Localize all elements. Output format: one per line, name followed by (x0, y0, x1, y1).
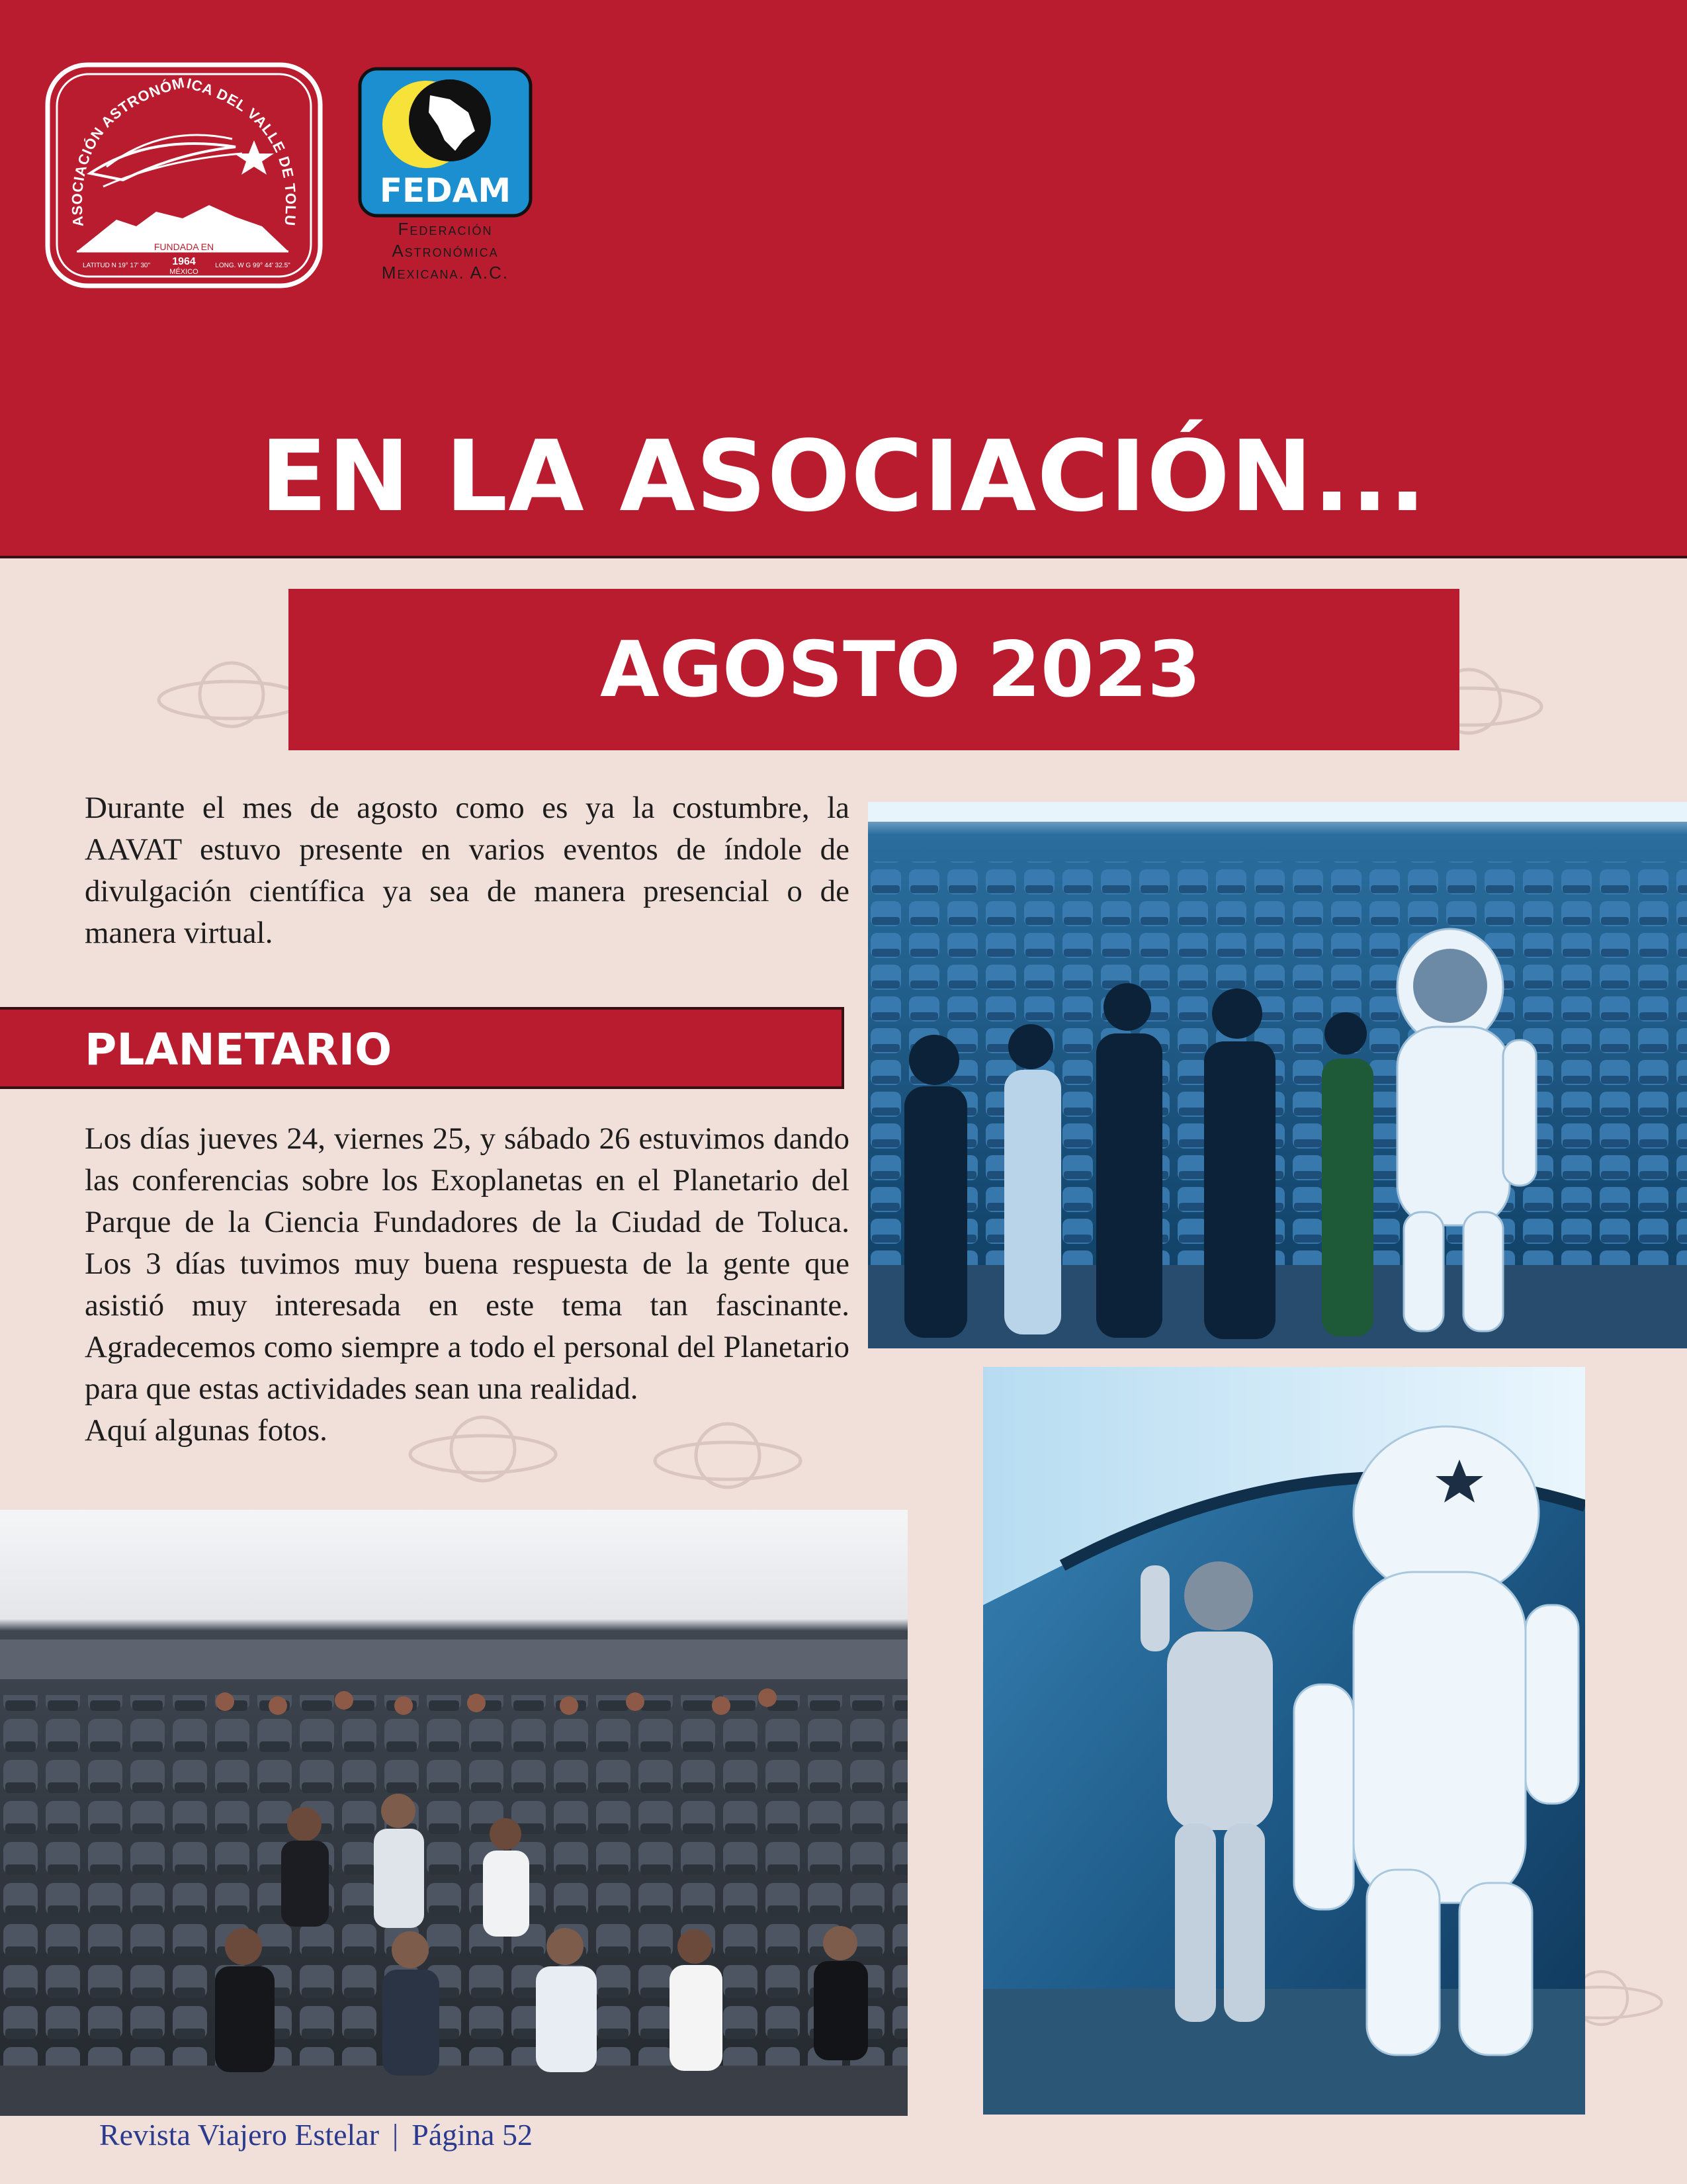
page-title: EN LA ASOCIACIÓN... (260, 419, 1427, 533)
page-footer (99, 2117, 533, 2152)
aavat-latitude: LATITUD N 19° 17' 30" (82, 262, 151, 269)
aavat-founded-year: 1964 (172, 256, 196, 267)
fedam-caption (344, 218, 546, 284)
photo-audience-seats (0, 1510, 908, 2116)
fedam-badge-text: FEDAM (379, 171, 511, 210)
aavat-founded-label: FUNDADA EN (153, 241, 214, 252)
aavat-logo (44, 61, 324, 290)
page-header (0, 0, 1687, 558)
section-closing: Aquí algunas fotos. (85, 1413, 327, 1448)
footer-page-number: Página 52 (411, 2118, 533, 2152)
photo-group-with-astronaut (868, 802, 1687, 1348)
month-banner-text: AGOSTO 2023 (599, 625, 1201, 715)
aavat-longitude: LONG. W G 99° 44' 32.5" (215, 262, 290, 269)
fedam-caption-line: Mexicana. A.C. (381, 263, 509, 283)
section-paragraph: Los días jueves 24, viernes 25, y sábado 26 estuvimos dando las conferencias sobre los Exoplanetas en el Planetario del Parque de la Ciencia Fundadores de la Ciudad de Toluca. Los 3 días tuvimos muy buena respuesta de la gente que asistió muy interesada en este tema tan fascinante. Agradecemos como siempre a todo el personal del Planetario para que estas actividades sean una realidad. (85, 1121, 849, 1406)
planet-watermark-icon (152, 648, 311, 741)
aavat-country: MÉXICO (169, 268, 198, 276)
footer-magazine: Revista Viajero Estelar (99, 2118, 380, 2152)
footer-separator: | (392, 2118, 399, 2152)
section-heading-bar (0, 1007, 844, 1089)
month-banner (288, 589, 1459, 750)
section-body (85, 1118, 849, 1452)
fedam-caption-line: Astronómica (392, 241, 499, 261)
intro-paragraph: Durante el mes de agosto como es ya la costumbre, la AAVAT estuvo presente en varios eventos de índole de divulgación científica ya sea de manera presencial o de manera virtual. (85, 791, 849, 950)
fedam-caption-line: Federación (398, 219, 493, 239)
aavat-ring-text: ASOCIACIÓN ASTRONÓMICA DEL VALLE DE TOLU (68, 73, 300, 228)
photo-silver-suit-astronaut (983, 1367, 1585, 2115)
section-heading: PLANETARIO (85, 1024, 392, 1075)
